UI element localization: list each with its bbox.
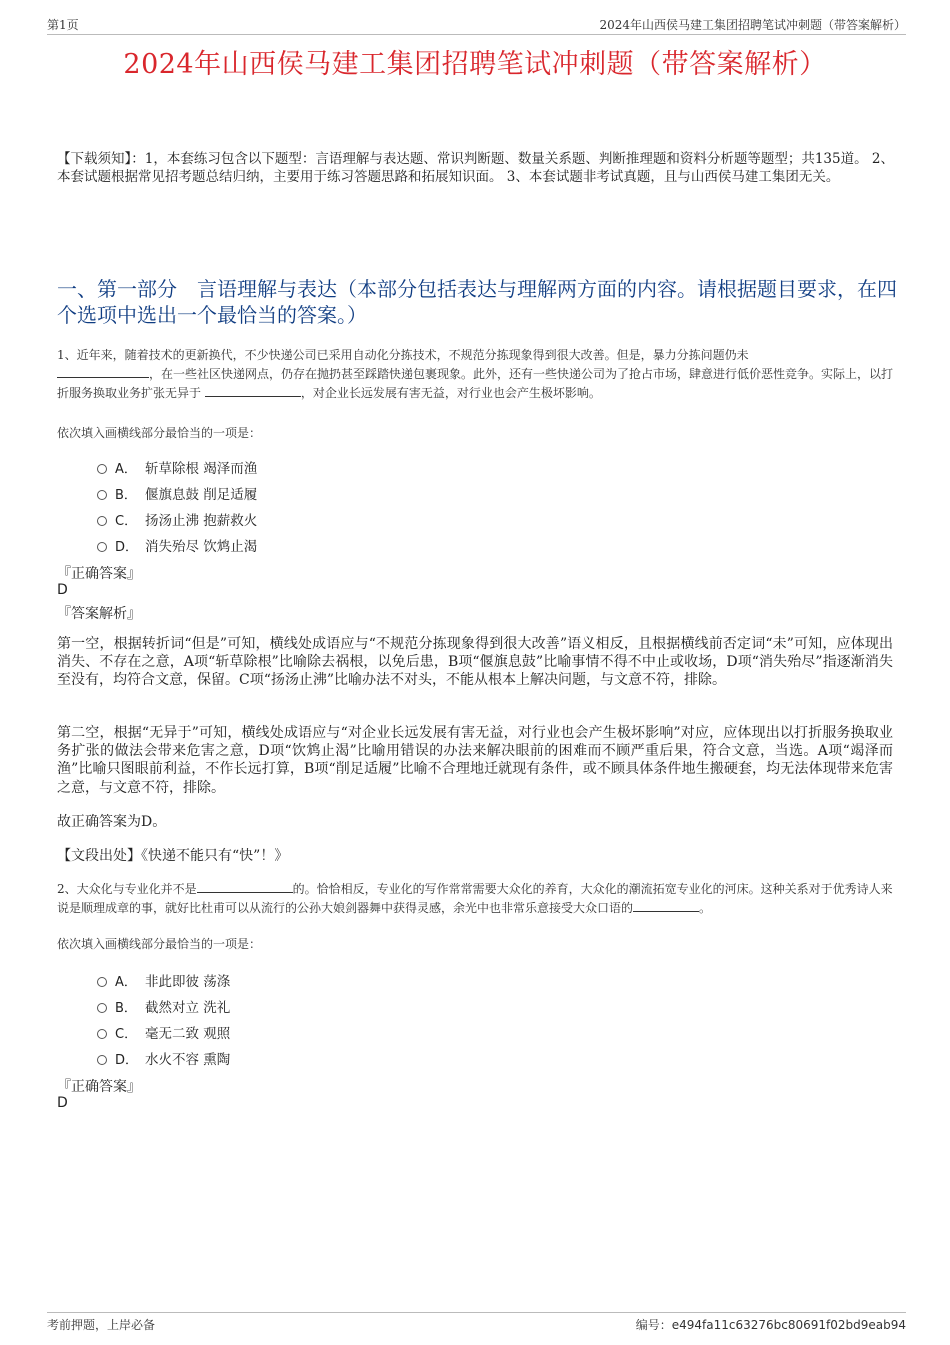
radio-icon[interactable] (97, 977, 107, 987)
blank-3 (197, 880, 293, 893)
question-1-option-c[interactable]: C． 扬汤止沸 抱薪救火 (97, 509, 257, 529)
question-2-stem: 2、大众化与专业化并不是 的。恰恰相反，专业化的写作常常需要大众化的养育，大众化的潮流拓宽专业化的河床。这种关系对于优秀诗人来说是顺理成章的事，就好比杜甫可以从流行的公孙大娘剑器舞中获得灵感，余光中也非常乐意接受大众口语的 。 (57, 882, 893, 915)
question-2-option-a[interactable]: A． 非此即彼 荡涤 (97, 970, 230, 990)
question-1-answer-label: 『正确答案』 (57, 566, 141, 582)
radio-icon[interactable] (97, 542, 107, 552)
question-2-option-d[interactable]: D． 水火不容 熏陶 (97, 1048, 230, 1068)
question-2-answer-label: 『正确答案』 (57, 1079, 141, 1095)
radio-icon[interactable] (97, 464, 107, 474)
radio-icon[interactable] (97, 490, 107, 500)
question-1-prompt: 依次填入画横线部分最恰当的一项是： (57, 426, 262, 440)
footer-code: 编号：e494fa11c63276bc80691f02bd9eab94 (635, 1318, 906, 1332)
radio-icon[interactable] (97, 516, 107, 526)
question-1-analysis-paragraph-2: 第二空，根据“无异于”可知，横线处成语应与“对企业长远发展有害无益，对行业也会产生极坏影响”对应，应体现出以打折服务换取业务扩张的做法会带来危害之意，D项“饮鸩止渴”比喻用错误的办法来解决眼前的困难而不顾严重后果，符合文意，当选。A项“竭泽而渔”比喻只图眼前利益，不作长远打算，B项“削足适履”比喻不合理地迁就现有条件，或不顾具体条件地生搬硬套，均无法体现带来危害之意，与文意不符，排除。 (57, 725, 893, 796)
radio-icon[interactable] (97, 1003, 107, 1013)
question-1-source: 【文段出处】《快递不能只有“快”！》 (57, 848, 289, 864)
radio-icon[interactable] (97, 1029, 107, 1039)
question-2-option-c[interactable]: C． 毫无二致 观照 (97, 1022, 230, 1042)
question-1-conclusion: 故正确答案为D。 (57, 814, 167, 830)
question-1-analysis-paragraph-1: 第一空，根据转折词“但是”可知，横线处成语应与“不规范分拣现象得到很大改善”语义相反，且根据横线前否定词“未”可知，应体现出消失、不存在之意，A项“斩草除根”比喻除去祸根，以免后患，B项“偃旗息鼓”比喻事情不得不中止或收场，D项“消失殆尽”指逐渐消失至没有，均符合文意，保留。C项“扬汤止沸”比喻办法不对头，不能从根本上解决问题，与文意不符，排除。 (57, 636, 893, 689)
header-doc-title: 2024年山西侯马建工集团招聘笔试冲刺题（带答案解析） (599, 18, 906, 32)
radio-icon[interactable] (97, 1055, 107, 1065)
question-2-prompt: 依次填入画横线部分最恰当的一项是： (57, 937, 262, 951)
section-title: 一、第一部分 言语理解与表达（本部分包括表达与理解两方面的内容。请根据题目要求，在四个选项中选出一个最恰当的答案。） (57, 277, 897, 327)
question-1-option-d[interactable]: D． 消失殆尽 饮鸩止渴 (97, 535, 257, 555)
question-1-option-b[interactable]: B． 偃旗息鼓 削足适履 (97, 483, 257, 503)
download-notice: 【下载须知】：1，本套练习包含以下题型：言语理解与表达题、常识判断题、数量关系题、判断推理题和资料分析题等题型；共135道。 2、本套试题根据常见招考题总结归纳，主要用于练习答题思路和拓展知识面。 3、本套试题非考试真题，且与山西侯马建工集团无关。 (57, 151, 894, 185)
page-header (47, 14, 906, 35)
question-1-option-a[interactable]: A． 斩草除根 竭泽而渔 (97, 457, 257, 477)
question-1-answer: D (57, 582, 68, 598)
question-1-stem: 1、近年来，随着技术的更新换代，不少快递公司已采用自动化分拣技术，不规范分拣现象得到很大改善。但是，暴力分拣问题仍未 ，在一些社区快递网点，仍存在抛扔甚至踩踏快递包裹现象。此外，还有一些快递公司为了抢占市场，肆意进行低价恶性竞争。实际上，以打折服务换取业务扩张无异于 ，对企业长远发展有害无益，对行业也会产生极坏影响。 (57, 348, 894, 400)
page-number: 第1页 (47, 18, 79, 32)
blank-2 (205, 384, 301, 397)
blank-1 (57, 365, 149, 378)
blank-4 (633, 899, 699, 912)
page-footer (47, 1312, 906, 1337)
question-2-answer: D (57, 1095, 68, 1111)
question-1-analysis-label: 『答案解析』 (57, 606, 141, 622)
page-title: 2024年山西侯马建工集团招聘笔试冲刺题（带答案解析） (123, 49, 827, 80)
question-2-option-b[interactable]: B． 截然对立 洗礼 (97, 996, 230, 1016)
footer-slogan: 考前押题，上岸必备 (47, 1318, 156, 1332)
